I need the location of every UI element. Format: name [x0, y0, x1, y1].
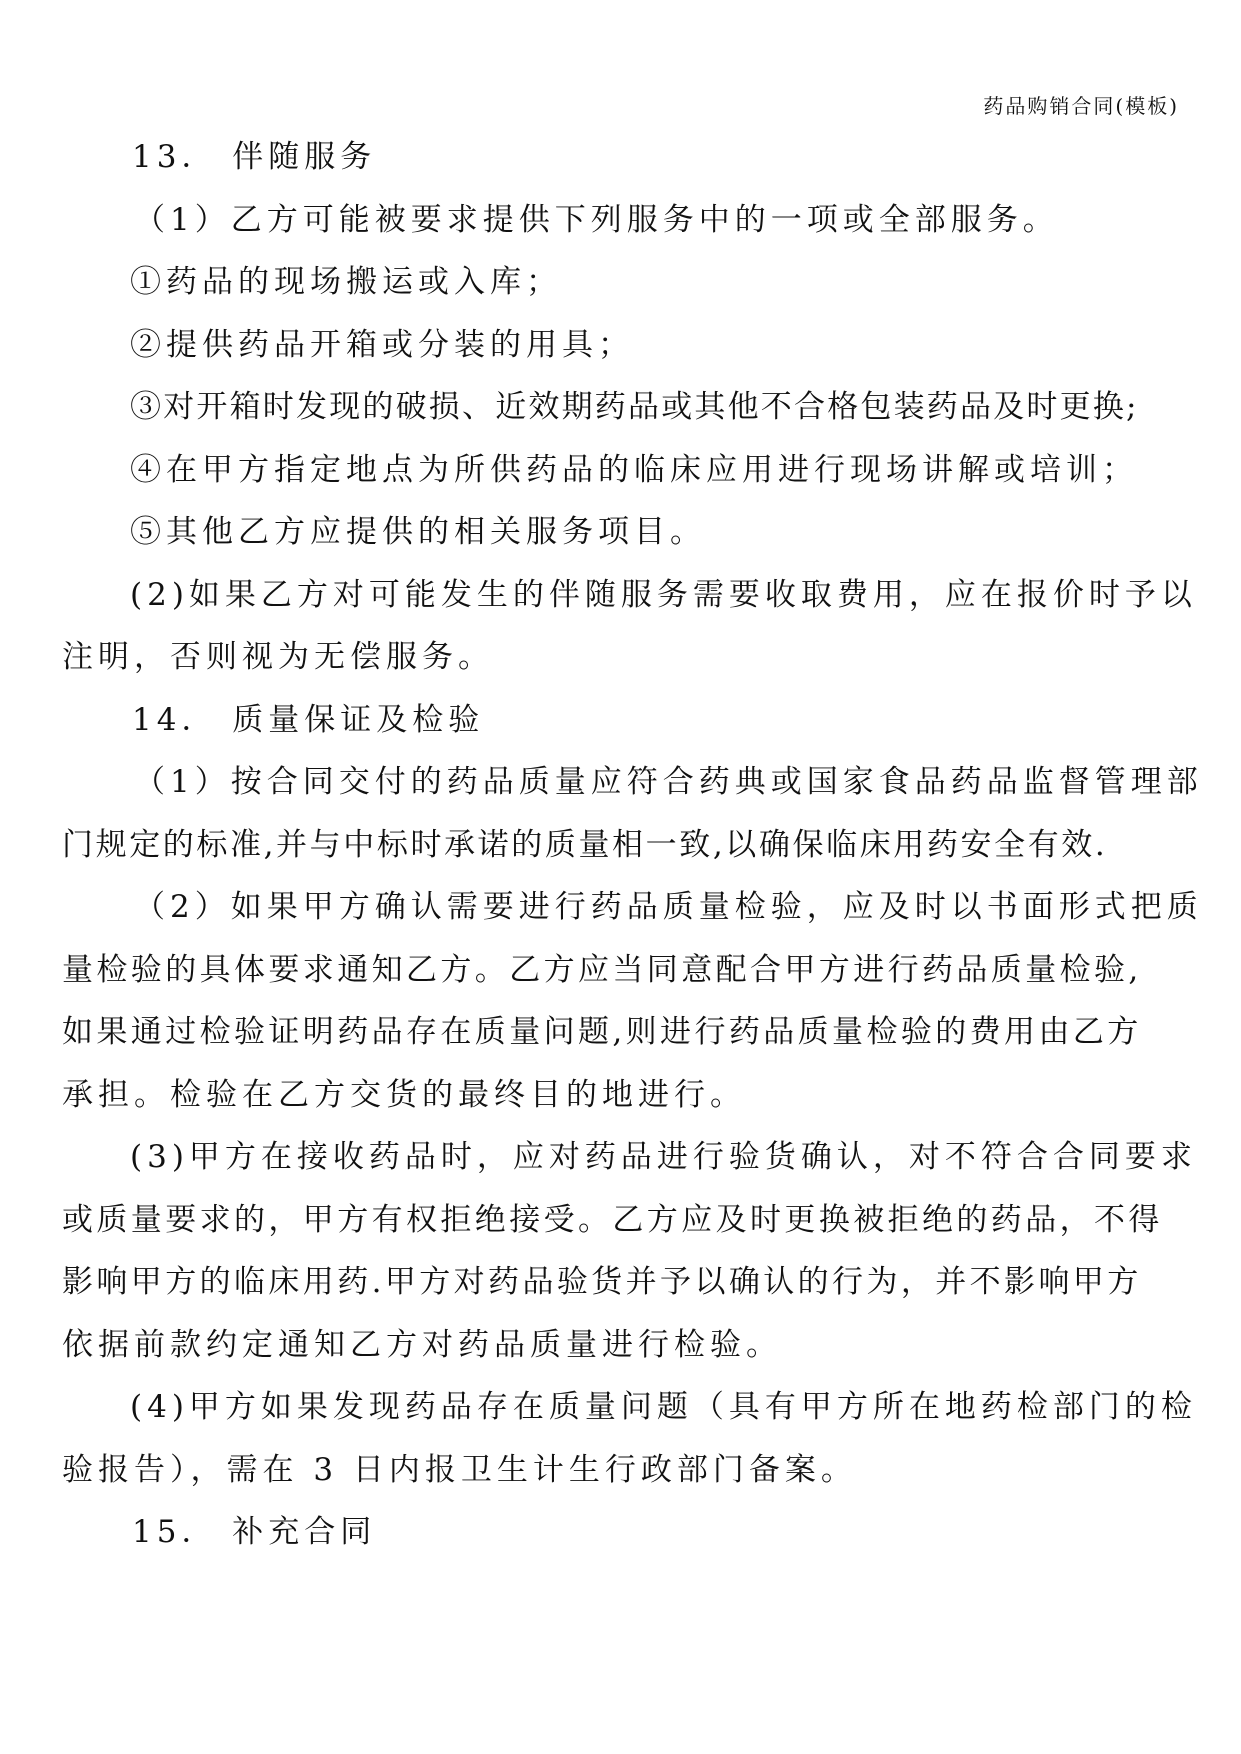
- section-13-item-3: ③对开箱时发现的破损、近效期药品或其他不合格包装药品及时更换;: [130, 389, 1139, 425]
- section-13-item-1: ①药品的现场搬运或入库；: [130, 264, 562, 300]
- section-14-paragraph-1-line-1: （1）按合同交付的药品质量应符合药典或国家食品药品监督管理部: [134, 764, 1203, 800]
- section-14-paragraph-2-line-4: 承担。检验在乙方交货的最终目的地进行。: [62, 1076, 746, 1113]
- section-14-heading: 14． 质量保证及检验: [132, 701, 485, 738]
- section-14-paragraph-2-line-3: 如果通过检验证明药品存在质量问题,则进行药品质量检验的费用由乙方: [62, 1014, 1142, 1050]
- section-13-item-2: ②提供药品开箱或分装的用具；: [130, 326, 634, 363]
- section-14-paragraph-4-line-2: 验报告），需在 3 日内报卫生计生行政部门备案。: [62, 1451, 857, 1488]
- section-15-heading: 15． 补充合同: [132, 1514, 377, 1550]
- section-14-paragraph-3-line-3: 影响甲方的临床用药.甲方对药品验货并予以确认的行为，并不影响甲方: [62, 1264, 1142, 1300]
- running-header: 药品购销合同(模板): [983, 94, 1179, 118]
- section-13-item-4: ④在甲方指定地点为所供药品的临床应用进行现场讲解或培训；: [130, 451, 1138, 488]
- section-13-paragraph-2-line-2: 注明，否则视为无偿服务。: [62, 639, 494, 675]
- section-14-paragraph-4-line-1: (4)甲方如果发现药品存在质量问题（具有甲方所在地药检部门的检: [130, 1389, 1197, 1425]
- document-body: [62, 126, 1203, 1564]
- section-14-paragraph-2-line-1: （2）如果甲方确认需要进行药品质量检验，应及时以书面形式把质: [134, 889, 1203, 925]
- section-14-paragraph-3-line-2: 或质量要求的，甲方有权拒绝接受。乙方应及时更换被拒绝的药品，不得: [62, 1201, 1163, 1238]
- section-14-paragraph-3-line-4: 依据前款约定通知乙方对药品质量进行检验。: [62, 1326, 782, 1363]
- section-14-paragraph-1-line-2: 门规定的标准,并与中标时承诺的质量相一致,以确保临床用药安全有效.: [62, 826, 1108, 863]
- section-13-item-5: ⑤其他乙方应提供的相关服务项目。: [130, 514, 706, 550]
- section-13-paragraph-1: （1）乙方可能被要求提供下列服务中的一项或全部服务。: [134, 201, 1059, 238]
- section-13-heading: 13． 伴随服务: [132, 139, 377, 175]
- section-14-paragraph-2-line-2: 量检验的具体要求通知乙方。乙方应当同意配合甲方进行药品质量检验,: [62, 951, 1142, 988]
- section-13-paragraph-2-line-1: (2)如果乙方对可能发生的伴随服务需要收取费用，应在报价时予以: [130, 576, 1197, 613]
- section-14-paragraph-3-line-1: (3)甲方在接收药品时，应对药品进行验货确认，对不符合合同要求: [130, 1139, 1197, 1175]
